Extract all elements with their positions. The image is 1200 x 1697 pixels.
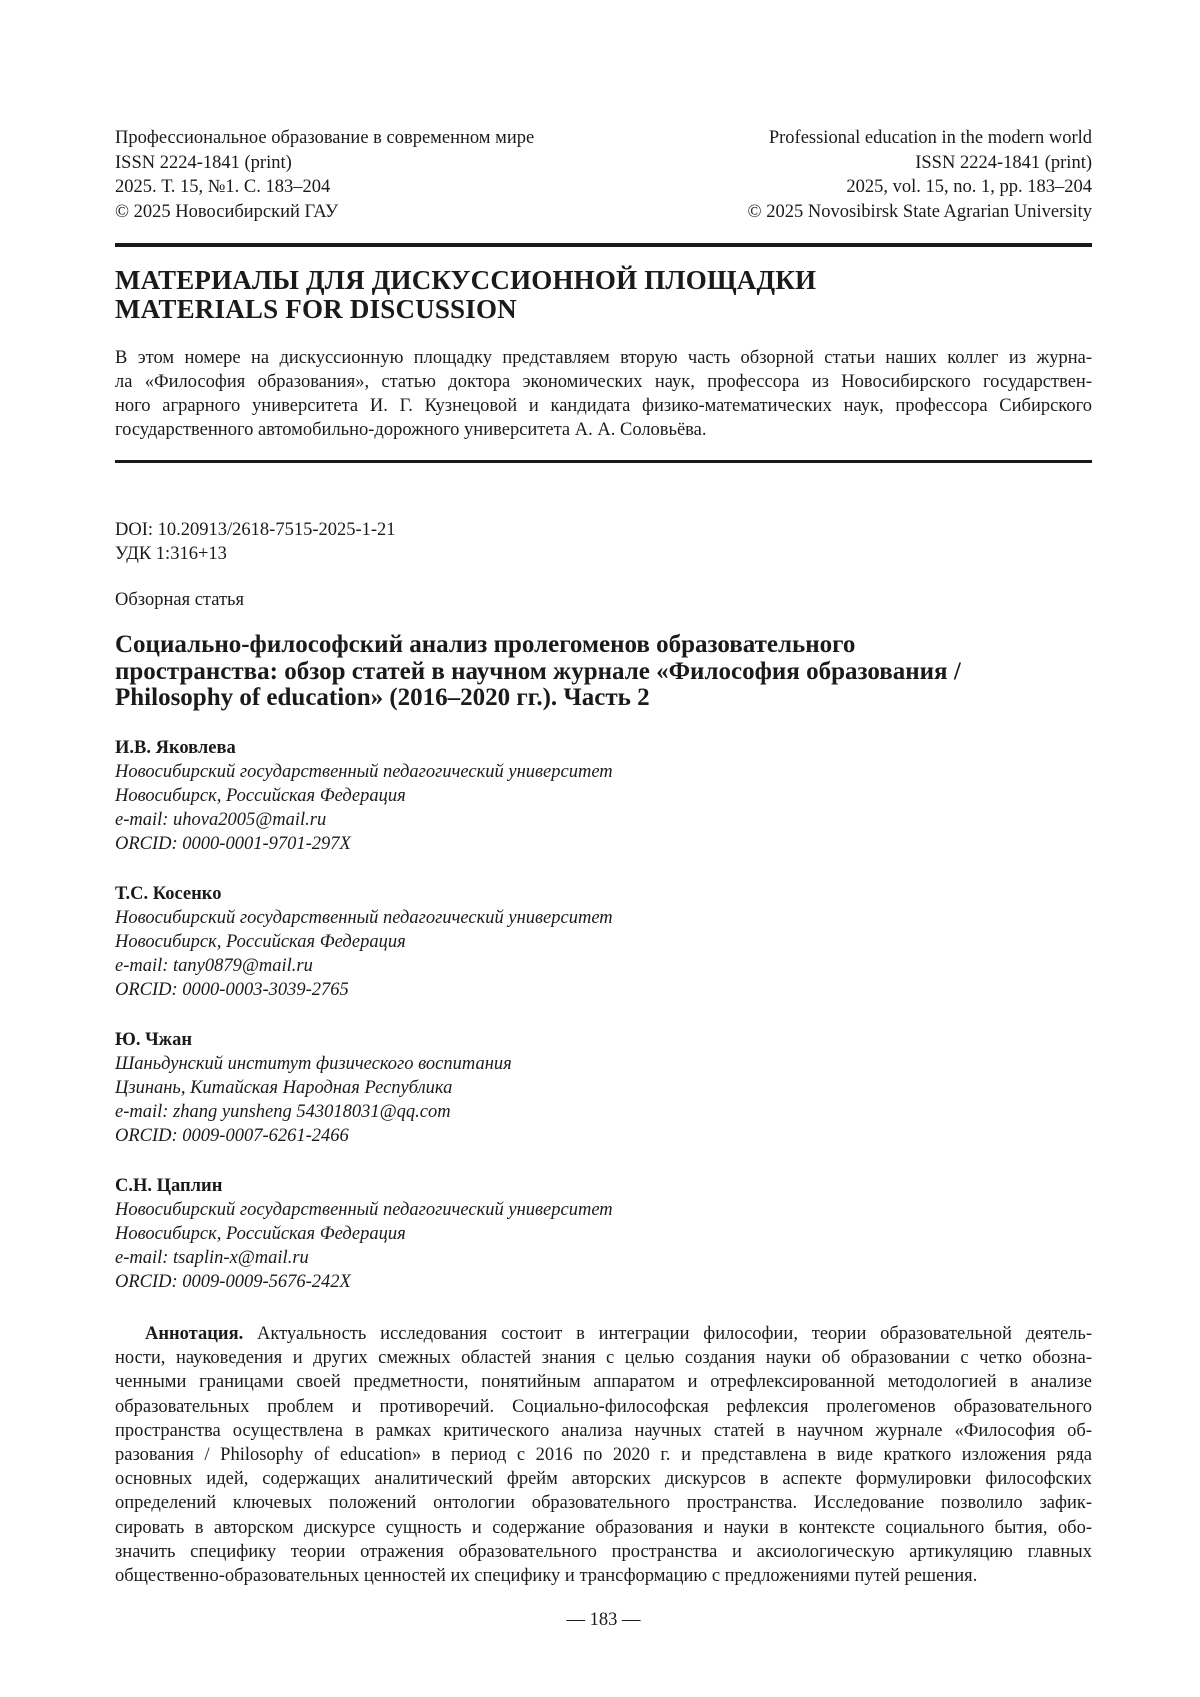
author-orcid: ORCID: 0009-0007-6261-2466 bbox=[115, 1124, 512, 1148]
author-location: Новосибирск, Российская Федерация bbox=[115, 1222, 613, 1246]
abstract bbox=[115, 1322, 1092, 1588]
intro-line: В этом номере на дискуссионную площадку представляем вторую часть обзорной статьи наших коллег из журна- bbox=[115, 346, 1092, 370]
header-issn-ru: ISSN 2224-1841 (print) bbox=[115, 151, 534, 176]
intro-line: ного аграрного университета И. Г. Кузнецовой и кандидата физико-математических наук, профессора Сибирского bbox=[115, 394, 1092, 418]
section-intro bbox=[115, 346, 1092, 442]
author-name: Т.С. Косенко bbox=[115, 882, 613, 906]
author-affiliation: Новосибирский государственный педагогический университет bbox=[115, 760, 613, 784]
author-block bbox=[115, 1028, 512, 1148]
doi: DOI: 10.20913/2618-7515-2025-1-21 bbox=[115, 518, 396, 542]
author-location: Новосибирск, Российская Федерация bbox=[115, 930, 613, 954]
author-name: Ю. Чжан bbox=[115, 1028, 512, 1052]
abstract-line-text: Актуальность исследования состоит в интеграции философии, теории образовательной деятель- bbox=[243, 1324, 1092, 1344]
intro-divider bbox=[115, 460, 1092, 463]
section-title-en: MATERIALS FOR DISCUSSION bbox=[115, 295, 1092, 324]
author-location: Новосибирск, Российская Федерация bbox=[115, 784, 613, 808]
udk: УДК 1:316+13 bbox=[115, 542, 396, 566]
abstract-line: образовательных проблем и противоречий. Социально-философская рефлексия пролегоменов образовательного bbox=[115, 1395, 1092, 1419]
header-volume-en: 2025, vol. 15, no. 1, pp. 183–204 bbox=[748, 175, 1092, 200]
author-orcid: ORCID: 0009-0009-5676-242X bbox=[115, 1270, 613, 1294]
author-email: e-mail: tsaplin-x@mail.ru bbox=[115, 1246, 613, 1270]
author-affiliation: Шаньдунский институт физического воспитания bbox=[115, 1052, 512, 1076]
abstract-line: определений ключевых положений онтологии образовательного пространства. Исследование позволило зафик- bbox=[115, 1491, 1092, 1515]
author-affiliation: Новосибирский государственный педагогический университет bbox=[115, 1198, 613, 1222]
author-orcid: ORCID: 0000-0001-9701-297X bbox=[115, 832, 613, 856]
author-location: Цзинань, Китайская Народная Республика bbox=[115, 1076, 512, 1100]
header-divider bbox=[115, 243, 1092, 247]
article-title bbox=[115, 632, 1092, 712]
article-title-line: Philosophy of education» (2016–2020 гг.). Часть 2 bbox=[115, 685, 1092, 712]
abstract-line: общественно-образовательных ценностей их специфику и трансформацию с предложениями путей решения. bbox=[115, 1564, 1092, 1588]
page-number: — 183 — bbox=[115, 1610, 1092, 1631]
abstract-line: пространства осуществлена в рамках критического анализа научных статей в научном журнале «Философия об- bbox=[115, 1419, 1092, 1443]
article-title-line: Социально-философский анализ пролегоменов образовательного bbox=[115, 632, 1092, 659]
author-block bbox=[115, 1174, 613, 1294]
header-volume-ru: 2025. Т. 15, №1. С. 183–204 bbox=[115, 175, 534, 200]
running-header bbox=[115, 126, 1092, 226]
section-title-ru: МАТЕРИАЛЫ ДЛЯ ДИСКУССИОННОЙ ПЛОЩАДКИ bbox=[115, 266, 1092, 295]
header-copyright-ru: © 2025 Новосибирский ГАУ bbox=[115, 200, 534, 225]
author-email: e-mail: uhova2005@mail.ru bbox=[115, 808, 613, 832]
journal-page bbox=[115, 0, 1092, 1697]
header-journal-en: Professional education in the modern world bbox=[748, 126, 1092, 151]
intro-line: государственного автомобильно-дорожного университета А. А. Соловьёва. bbox=[115, 418, 1092, 442]
header-copyright-en: © 2025 Novosibirsk State Agrarian University bbox=[748, 200, 1092, 225]
article-identifiers bbox=[115, 518, 396, 566]
intro-line: ла «Философия образования», статью доктора экономических наук, профессора из Новосибирского государствен- bbox=[115, 370, 1092, 394]
article-title-line: пространства: обзор статей в научном журнале «Философия образования / bbox=[115, 659, 1092, 686]
abstract-line: ности, науковедения и других смежных областей знания с целью создания науки об образовании с четко обозна- bbox=[115, 1346, 1092, 1370]
author-block bbox=[115, 882, 613, 1002]
abstract-line: ченными границами своей предметности, понятийным аппаратом и отрефлексированной методологией в анализе bbox=[115, 1370, 1092, 1394]
author-affiliation: Новосибирский государственный педагогический университет bbox=[115, 906, 613, 930]
article-type: Обзорная статья bbox=[115, 588, 244, 612]
header-russian bbox=[115, 126, 534, 224]
abstract-line: разования / Philosophy of education» в период с 2016 по 2020 г. и представлена в виде краткого изложения ряда bbox=[115, 1443, 1092, 1467]
author-email: e-mail: zhang yunsheng 543018031@qq.com bbox=[115, 1100, 512, 1124]
header-issn-en: ISSN 2224-1841 (print) bbox=[748, 151, 1092, 176]
header-english bbox=[748, 126, 1092, 224]
author-email: e-mail: tany0879@mail.ru bbox=[115, 954, 613, 978]
author-name: И.В. Яковлева bbox=[115, 736, 613, 760]
abstract-first-line bbox=[115, 1322, 1092, 1346]
author-orcid: ORCID: 0000-0003-3039-2765 bbox=[115, 978, 613, 1002]
abstract-line: значить специфику теории отражения образовательного пространства и аксиологическую артикуляцию главных bbox=[115, 1540, 1092, 1564]
header-journal-ru: Профессиональное образование в современном мире bbox=[115, 126, 534, 151]
abstract-label: Аннотация. bbox=[145, 1324, 243, 1344]
author-block bbox=[115, 736, 613, 856]
abstract-line: основных идей, содержащих аналитический фрейм авторских дискурсов в аспекте формулировки философских bbox=[115, 1467, 1092, 1491]
section-title bbox=[115, 266, 1092, 324]
author-name: С.Н. Цаплин bbox=[115, 1174, 613, 1198]
abstract-line: сировать в авторском дискурсе сущность и содержание образования и науки в контексте социального бытия, обо- bbox=[115, 1516, 1092, 1540]
